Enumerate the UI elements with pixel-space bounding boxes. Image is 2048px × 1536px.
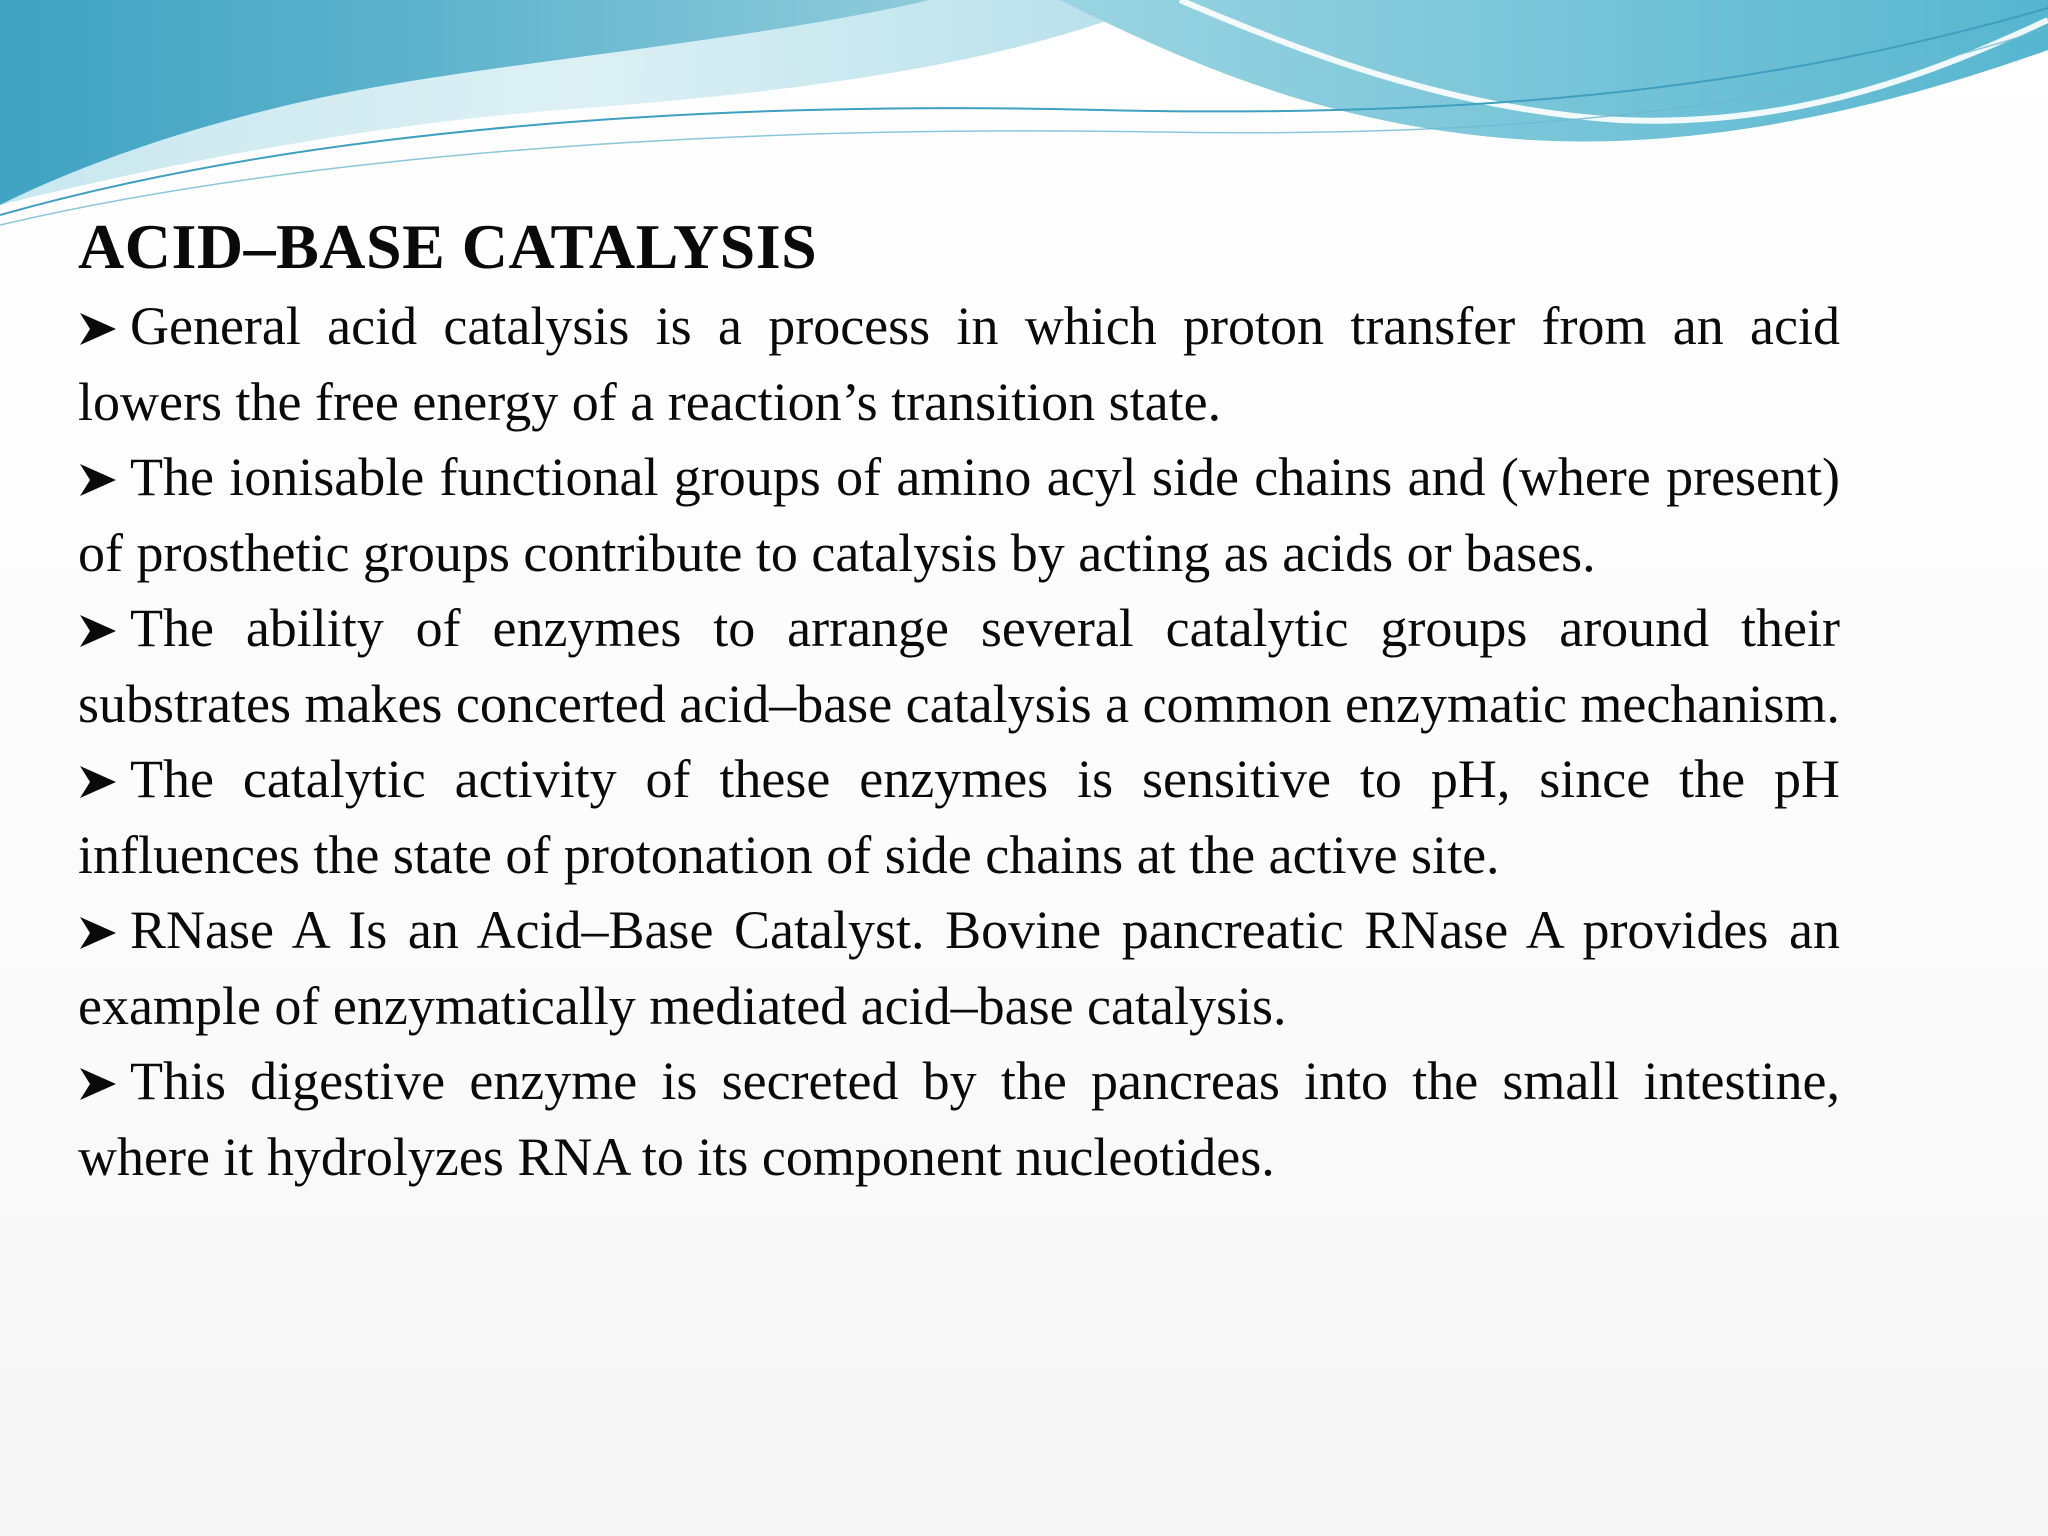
bullet-item bbox=[78, 893, 1840, 1044]
bullet-item bbox=[78, 591, 1840, 742]
bullet-text: The ability of enzymes to arrange several catalytic groups around their substrates makes concerted acid–base catalysis a common enzymatic mechanism. bbox=[78, 598, 1840, 734]
arrowhead-bullet-icon bbox=[78, 1044, 118, 1120]
wave-header-decoration bbox=[0, 0, 2048, 240]
arrowhead-bullet-icon bbox=[78, 893, 118, 969]
arrowhead-bullet-icon bbox=[78, 440, 118, 516]
bullet-text: RNase A Is an Acid–Base Catalyst. Bovine pancreatic RNase A provides an example of enzymatically mediated acid–base catalysis. bbox=[78, 900, 1840, 1036]
arrowhead-bullet-icon bbox=[78, 289, 118, 365]
bullet-text: The catalytic activity of these enzymes is sensitive to pH, since the pH influences the state of protonation of side chains at the active site. bbox=[78, 749, 1840, 885]
bullet-text: The ionisable functional groups of amino acyl side chains and (where present) of prosthetic groups contribute to catalysis by acting as acids or bases. bbox=[78, 447, 1840, 583]
slide-content bbox=[78, 205, 1840, 1195]
bullet-item bbox=[78, 289, 1840, 440]
bullet-list bbox=[78, 289, 1840, 1195]
bullet-item bbox=[78, 742, 1840, 893]
bullet-text: This digestive enzyme is secreted by the pancreas into the small intestine, where it hydrolyzes RNA to its component nucleotides. bbox=[78, 1051, 1840, 1187]
bullet-item bbox=[78, 440, 1840, 591]
bullet-item bbox=[78, 1044, 1840, 1195]
slide-title: ACID–BASE CATALYSIS bbox=[78, 211, 818, 282]
arrowhead-bullet-icon bbox=[78, 742, 118, 818]
bullet-text: General acid catalysis is a process in which proton transfer from an acid lowers the free energy of a reaction’s transition state. bbox=[78, 296, 1840, 432]
arrowhead-bullet-icon bbox=[78, 591, 118, 667]
